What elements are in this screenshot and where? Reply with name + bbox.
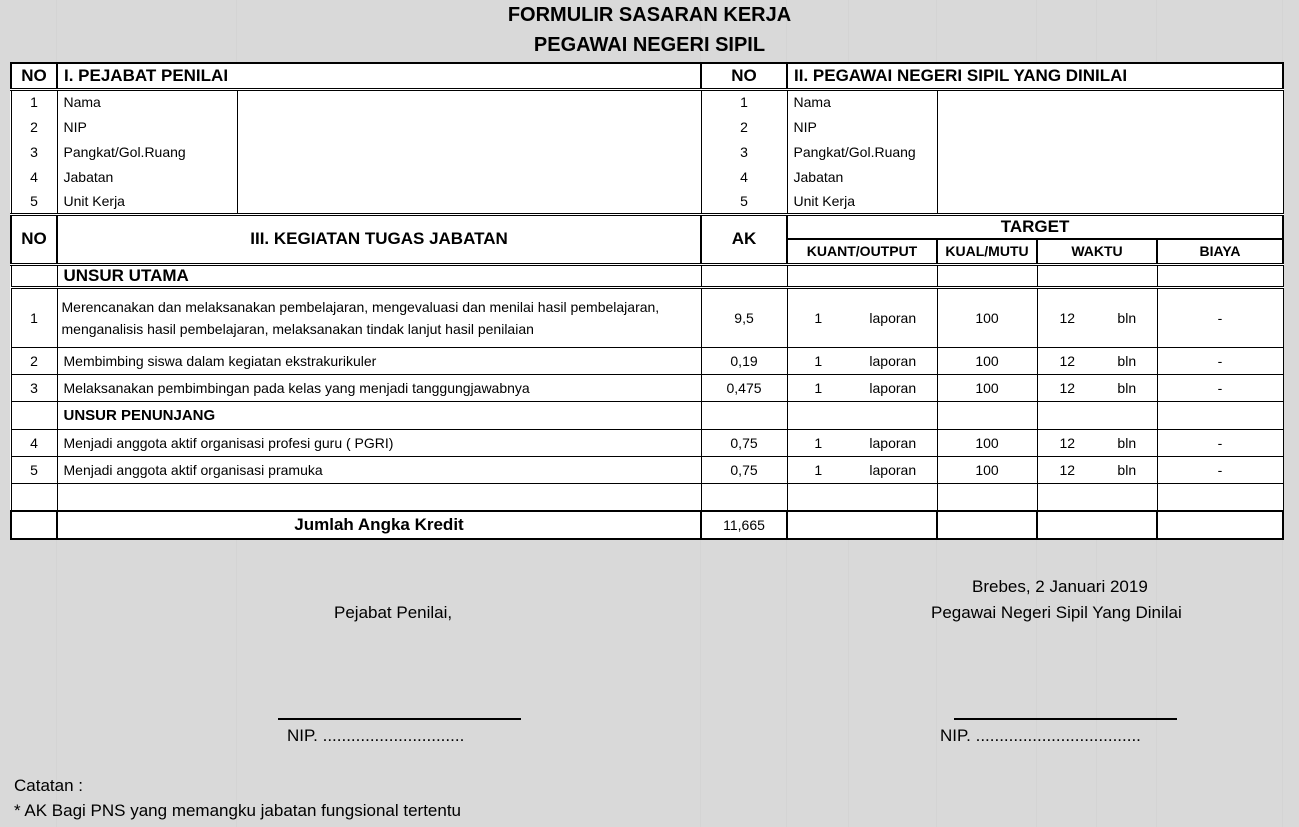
identity-label: NIP [787, 114, 937, 139]
activity-waktu: 12 [1037, 374, 1097, 401]
activity-kuant: 1 [787, 347, 849, 374]
identity-no: 2 [11, 114, 57, 139]
activity-kual: 100 [937, 287, 1037, 347]
activity-row [11, 287, 1283, 347]
identity-value[interactable] [237, 189, 701, 214]
activity-kual: 100 [937, 347, 1037, 374]
identity-no: 4 [701, 164, 787, 189]
target-form-table [10, 62, 1284, 540]
identity-row [11, 139, 1283, 164]
identity-row [11, 189, 1283, 214]
right-signature-line [954, 718, 1177, 720]
left-signature-line [278, 718, 521, 720]
place-date: Brebes, 2 Januari 2019 [972, 577, 1148, 596]
activity-no: 3 [11, 374, 57, 401]
total-label: Jumlah Angka Kredit [57, 511, 701, 539]
identity-no: 1 [701, 89, 787, 114]
activity-kuant: 1 [787, 429, 849, 456]
activity-kual: 100 [937, 429, 1037, 456]
activity-ak: 0,475 [701, 374, 787, 401]
activity-output: laporan [849, 456, 937, 483]
activity-no: 2 [11, 347, 57, 374]
activity-output: laporan [849, 374, 937, 401]
activity-output: laporan [849, 347, 937, 374]
waktu-header: WAKTU [1037, 239, 1157, 264]
activity-description: Menjadi anggota aktif organisasi profesi guru ( PGRI) [57, 429, 701, 456]
header-no-right: NO [701, 63, 787, 89]
activity-satuan: bln [1097, 374, 1157, 401]
activity-satuan: bln [1097, 287, 1157, 347]
activity-biaya: - [1157, 347, 1283, 374]
activity-row [11, 347, 1283, 374]
activity-output: laporan [849, 429, 937, 456]
activity-biaya: - [1157, 456, 1283, 483]
target-header: TARGET [787, 214, 1283, 239]
activity-ak: 0,75 [701, 429, 787, 456]
unsur-penunjang-label: UNSUR PENUNJANG [57, 401, 701, 429]
empty-row [11, 483, 1283, 511]
header-no-left: NO [11, 63, 57, 89]
identity-value[interactable] [237, 164, 701, 189]
activity-description: Merencanakan dan melaksanakan pembelajaran, mengevaluasi dan menilai hasil pembelajaran, menganalisis hasil pembelajaran, melaksanakan tindak lanjut hasil penilaian [57, 287, 701, 347]
identity-label: Pangkat/Gol.Ruang [787, 139, 937, 164]
activity-description: Melaksanakan pembimbingan pada kelas yang menjadi tanggungjawabnya [57, 374, 701, 401]
notes-title: Catatan : [14, 776, 83, 795]
identity-no: 2 [701, 114, 787, 139]
identity-label: Jabatan [787, 164, 937, 189]
activity-description: Membimbing siswa dalam kegiatan ekstrakurikuler [57, 347, 701, 374]
pns-dinilai-title: Pegawai Negeri Sipil Yang Dinilai [931, 603, 1182, 622]
header-pejabat-penilai: I. PEJABAT PENILAI [57, 63, 701, 89]
identity-row [11, 114, 1283, 139]
activity-no: 4 [11, 429, 57, 456]
activity-row [11, 456, 1283, 483]
activity-no: 5 [11, 456, 57, 483]
identity-no: 5 [11, 189, 57, 214]
identity-value[interactable] [937, 89, 1283, 114]
identity-label: NIP [57, 114, 237, 139]
identity-label: Pangkat/Gol.Ruang [57, 139, 237, 164]
activity-waktu: 12 [1037, 429, 1097, 456]
activity-header-ak: AK [701, 214, 787, 264]
activity-satuan: bln [1097, 456, 1157, 483]
identity-value[interactable] [237, 139, 701, 164]
section-row [11, 401, 1283, 429]
section-row [11, 264, 1283, 287]
activity-biaya: - [1157, 287, 1283, 347]
form-subtitle: PEGAWAI NEGERI SIPIL [533, 34, 766, 56]
activity-kual: 100 [937, 374, 1037, 401]
header-pns-dinilai: II. PEGAWAI NEGERI SIPIL YANG DINILAI [787, 63, 1283, 89]
activity-kuant: 1 [787, 374, 849, 401]
identity-no: 3 [11, 139, 57, 164]
kual-mutu-header: KUAL/MUTU [937, 239, 1037, 264]
activity-kual: 100 [937, 456, 1037, 483]
identity-label: Nama [787, 89, 937, 114]
total-value: 11,665 [701, 511, 787, 539]
identity-row [11, 89, 1283, 114]
activity-kuant: 1 [787, 287, 849, 347]
activity-description: Menjadi anggota aktif organisasi pramuka [57, 456, 701, 483]
activity-satuan: bln [1097, 429, 1157, 456]
total-row [11, 511, 1283, 539]
left-nip: NIP. .............................. [287, 726, 465, 745]
identity-no: 3 [701, 139, 787, 164]
activity-satuan: bln [1097, 347, 1157, 374]
identity-label: Jabatan [57, 164, 237, 189]
activity-waktu: 12 [1037, 456, 1097, 483]
right-nip: NIP. ................................... [940, 726, 1141, 745]
activity-ak: 0,75 [701, 456, 787, 483]
pejabat-penilai-title: Pejabat Penilai, [334, 603, 453, 622]
activity-ak: 0,19 [701, 347, 787, 374]
identity-row [11, 164, 1283, 189]
identity-no: 1 [11, 89, 57, 114]
activity-row [11, 429, 1283, 456]
identity-value[interactable] [237, 114, 701, 139]
form-title: FORMULIR SASARAN KERJA [507, 4, 792, 26]
activity-no: 1 [11, 287, 57, 347]
identity-value[interactable] [937, 139, 1283, 164]
identity-label: Unit Kerja [787, 189, 937, 214]
activity-biaya: - [1157, 374, 1283, 401]
activity-waktu: 12 [1037, 347, 1097, 374]
identity-label: Nama [57, 89, 237, 114]
activity-ak: 9,5 [701, 287, 787, 347]
activity-kuant: 1 [787, 456, 849, 483]
activity-header-title: III. KEGIATAN TUGAS JABATAN [57, 214, 701, 264]
identity-label: Unit Kerja [57, 189, 237, 214]
identity-value[interactable] [937, 114, 1283, 139]
identity-value[interactable] [937, 164, 1283, 189]
activity-header-no: NO [11, 214, 57, 264]
identity-value[interactable] [937, 189, 1283, 214]
unsur-utama-label: UNSUR UTAMA [57, 264, 701, 287]
identity-value[interactable] [237, 89, 701, 114]
activity-row [11, 374, 1283, 401]
activity-biaya: - [1157, 429, 1283, 456]
identity-no: 5 [701, 189, 787, 214]
activity-waktu: 12 [1037, 287, 1097, 347]
activity-output: laporan [849, 287, 937, 347]
biaya-header: BIAYA [1157, 239, 1283, 264]
notes-line: * AK Bagi PNS yang memangku jabatan fungsional tertentu [14, 801, 462, 820]
kuant-output-header: KUANT/OUTPUT [787, 239, 937, 264]
identity-no: 4 [11, 164, 57, 189]
